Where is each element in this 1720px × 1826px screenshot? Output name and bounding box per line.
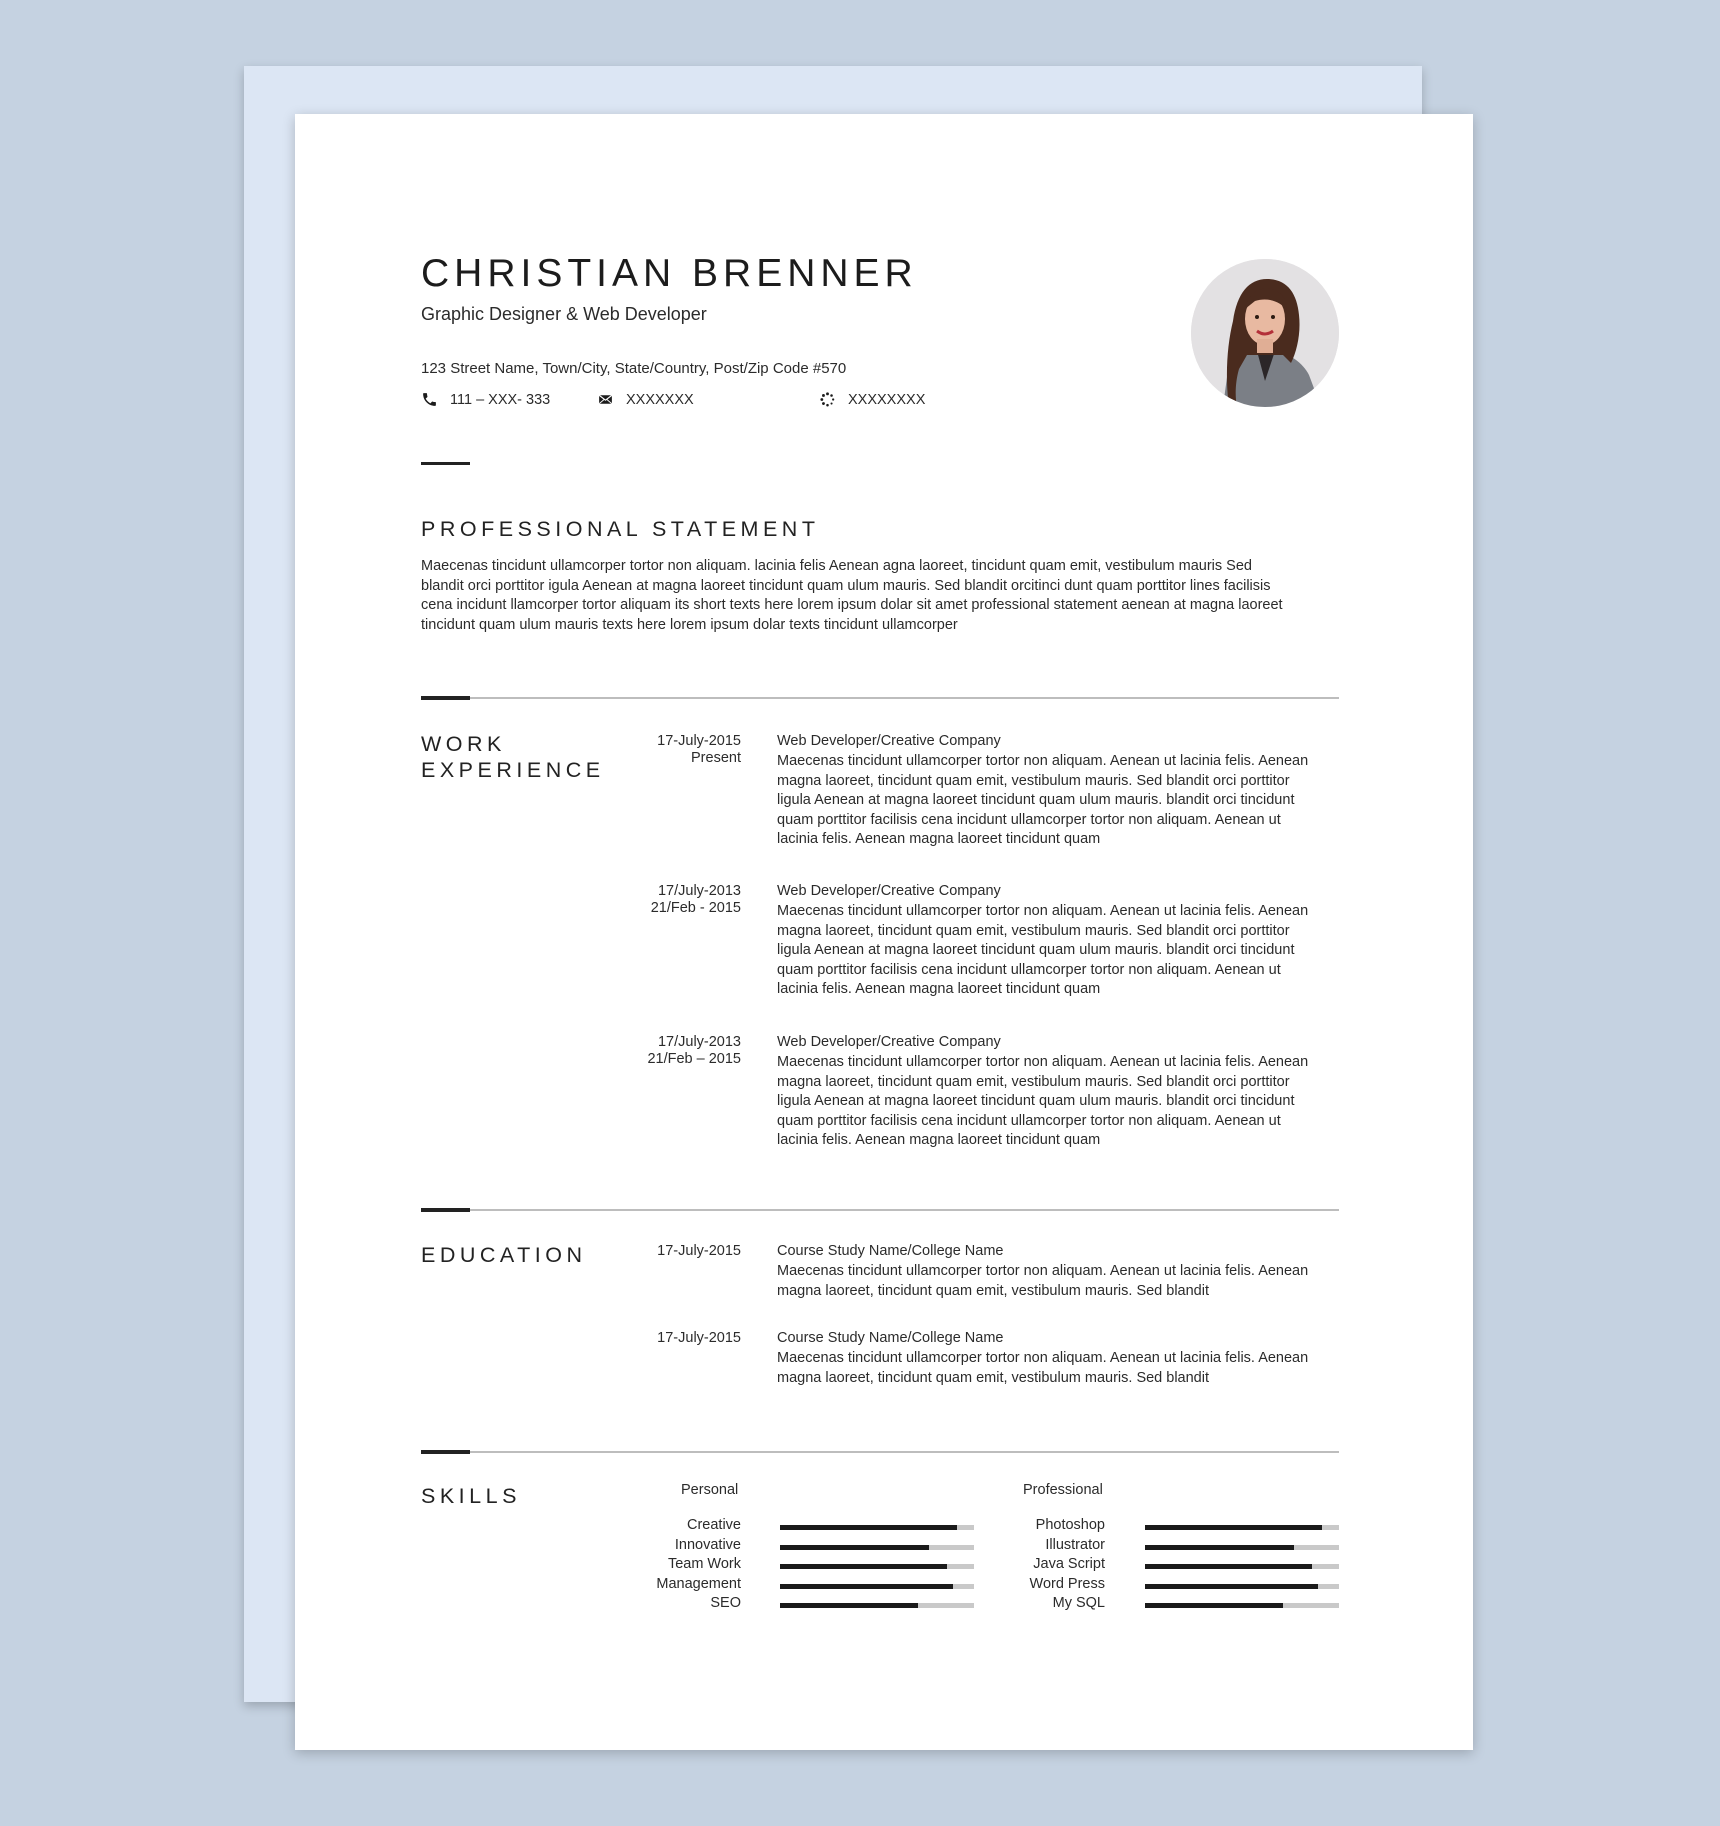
statement-line: Maecenas tincidunt ullamcorper tortor non aliquam. lacinia felis Aenean agna laoreet, tincidunt quam emit, vestibulum mauris Sed	[421, 558, 1252, 574]
email-address: XXXXXXX	[626, 391, 694, 408]
work-dates	[591, 733, 741, 767]
skill-row	[295, 1517, 1339, 1537]
description-line: quam porttitor facilisis cena incidunt ullamcorper tortor non aliquam. Aenean ut	[777, 961, 1281, 978]
skill-label: Management	[656, 1575, 741, 1592]
work-heading-line: WORK	[421, 732, 506, 756]
description-line: magna laoreet, tincidunt quam emit, vestibulum mauris. Sed blandit orci porttitor	[777, 922, 1290, 939]
work-entry-description	[777, 752, 1337, 850]
skill-label: Word Press	[1029, 1575, 1105, 1592]
skill-label: Java Script	[1033, 1556, 1105, 1572]
skill-bar-track	[1145, 1584, 1339, 1589]
description-line: lacinia felis. Aenean magna laoreet tincidunt quam	[777, 831, 1101, 847]
job-title: Graphic Designer & Web Developer	[421, 304, 707, 324]
phone-icon	[421, 391, 438, 408]
work-entry-title: Web Developer/Creative Company	[777, 883, 1001, 899]
work-entry-description	[777, 902, 1337, 1000]
skill-row	[295, 1576, 1339, 1596]
education-heading: EDUCATION	[421, 1243, 587, 1267]
skill-bar-track	[1145, 1525, 1339, 1530]
description-line: ligula Aenean at magna laoreet tincidunt quam ulum mauris. blandit orci tincidunt	[777, 792, 1295, 808]
description-line: Maecenas tincidunt ullamcorper tortor non aliquam. Aenean ut lacinia felis. Aenean	[777, 1054, 1309, 1070]
statement-heading: PROFESSIONAL STATEMENT	[421, 517, 820, 541]
skill-label: Innovative	[674, 1536, 741, 1553]
skill-label: Team Work	[667, 1556, 741, 1572]
education-date: 17-July-2015	[657, 1330, 741, 1346]
work-heading-line: EXPERIENCE	[421, 758, 605, 782]
statement-text	[421, 557, 1351, 635]
work-entry-description	[777, 1053, 1337, 1151]
education-entry-description	[777, 1262, 1337, 1301]
skill-label: Creative	[687, 1517, 741, 1533]
skill-bar-fill	[1145, 1564, 1312, 1569]
work-dates	[591, 883, 741, 917]
statement-line: tincidunt quam ulum mauris texts here lorem ipsum dolar texts tincidunt ullamcorper	[421, 616, 958, 633]
date-start: 17/July-2013	[657, 1034, 741, 1050]
globe-icon	[819, 391, 836, 408]
statement-line: blandit orci porttitor igula Aenean at magna laoreet tincidunt quam ulum mauris. Sed blandit orcitinci dunt quam porttitor lines facilisis	[421, 577, 1271, 594]
description-line: Maecenas tincidunt ullamcorper tortor non aliquam. Aenean ut lacinia felis. Aenean	[777, 1263, 1309, 1279]
description-line: Maecenas tincidunt ullamcorper tortor non aliquam. Aenean ut lacinia felis. Aenean	[777, 1350, 1309, 1366]
section-rule	[421, 697, 1339, 699]
description-line: magna laoreet, tincidunt quam emit, vestibulum mauris. Sed blandit orci porttitor	[777, 772, 1290, 789]
work-heading	[421, 731, 605, 783]
skill-bar-fill	[1145, 1525, 1322, 1530]
skill-bar-track	[1145, 1564, 1339, 1569]
skill-bar-track	[1145, 1603, 1339, 1608]
date-start: 17/July-2013	[657, 883, 741, 899]
profile-photo	[1191, 259, 1339, 407]
skill-label: Photoshop	[1035, 1517, 1105, 1533]
statement-line: cena incidunt llamcorper tortor aliquam its short texts here lorem ipsum dolar sit amet professional statement aenean at magna laoreet	[421, 597, 1283, 613]
section-rule-accent	[421, 1208, 470, 1212]
date-end: 21/Feb - 2015	[650, 900, 741, 916]
address: 123 Street Name, Town/City, State/Country, Post/Zip Code #570	[421, 360, 847, 377]
education-date: 17-July-2015	[657, 1243, 741, 1259]
website-contact	[819, 391, 925, 408]
section-rule	[421, 1451, 1339, 1453]
description-line: Maecenas tincidunt ullamcorper tortor non aliquam. Aenean ut lacinia felis. Aenean	[777, 753, 1309, 769]
skill-bar-fill	[1145, 1545, 1294, 1550]
description-line: ligula Aenean at magna laoreet tincidunt quam ulum mauris. blandit orci tincidunt	[777, 1093, 1295, 1109]
header-divider	[421, 462, 470, 465]
date-end: Present	[691, 750, 741, 766]
skills-heading: SKILLS	[421, 1484, 521, 1508]
education-entry-title: Course Study Name/College Name	[777, 1330, 1004, 1346]
skill-bar-fill	[1145, 1584, 1318, 1589]
education-entry-title: Course Study Name/College Name	[777, 1243, 1004, 1259]
resume-page	[295, 114, 1473, 1750]
description-line: quam porttitor facilisis cena incidunt ullamcorper tortor non aliquam. Aenean ut	[777, 1112, 1281, 1129]
date-start: 17-July-2015	[657, 733, 741, 749]
description-line: magna laoreet, tincidunt quam emit, vestibulum mauris. Sed blandit orci porttitor	[777, 1073, 1290, 1090]
work-dates	[591, 1034, 741, 1068]
description-line: lacinia felis. Aenean magna laoreet tincidunt quam	[777, 981, 1101, 997]
skill-row	[295, 1556, 1339, 1576]
resume-name: CHRISTIAN BRENNER	[421, 252, 918, 295]
date-end: 21/Feb – 2015	[647, 1051, 741, 1067]
skill-label: My SQL	[1052, 1595, 1105, 1611]
phone-number: 111 – XXX- 333	[450, 391, 551, 408]
envelope-icon	[597, 391, 614, 408]
phone-contact	[421, 391, 550, 408]
section-rule	[421, 1209, 1339, 1211]
skill-row	[295, 1595, 1339, 1615]
description-line: lacinia felis. Aenean magna laoreet tincidunt quam	[777, 1132, 1101, 1148]
skill-bar-fill	[1145, 1603, 1283, 1608]
section-rule-accent	[421, 696, 470, 700]
website-url: XXXXXXXX	[848, 391, 926, 408]
skill-label: Illustrator	[1045, 1536, 1105, 1553]
skill-row	[295, 1537, 1339, 1557]
professional-skills-heading: Professional	[1023, 1482, 1103, 1498]
description-line: quam porttitor facilisis cena incidunt ullamcorper tortor non aliquam. Aenean ut	[777, 811, 1281, 828]
work-entry-title: Web Developer/Creative Company	[777, 1034, 1001, 1050]
email-contact	[597, 391, 694, 408]
skill-label: SEO	[710, 1595, 741, 1611]
work-entry-title: Web Developer/Creative Company	[777, 733, 1001, 749]
skill-bar-track	[1145, 1545, 1339, 1550]
description-line: magna laoreet, tincidunt quam emit, vestibulum mauris. Sed blandit	[777, 1282, 1209, 1299]
description-line: magna laoreet, tincidunt quam emit, vestibulum mauris. Sed blandit	[777, 1369, 1209, 1386]
personal-skills-heading: Personal	[681, 1482, 739, 1498]
description-line: ligula Aenean at magna laoreet tincidunt quam ulum mauris. blandit orci tincidunt	[777, 942, 1295, 958]
description-line: Maecenas tincidunt ullamcorper tortor non aliquam. Aenean ut lacinia felis. Aenean	[777, 903, 1309, 919]
section-rule-accent	[421, 1450, 470, 1454]
education-entry-description	[777, 1349, 1337, 1388]
